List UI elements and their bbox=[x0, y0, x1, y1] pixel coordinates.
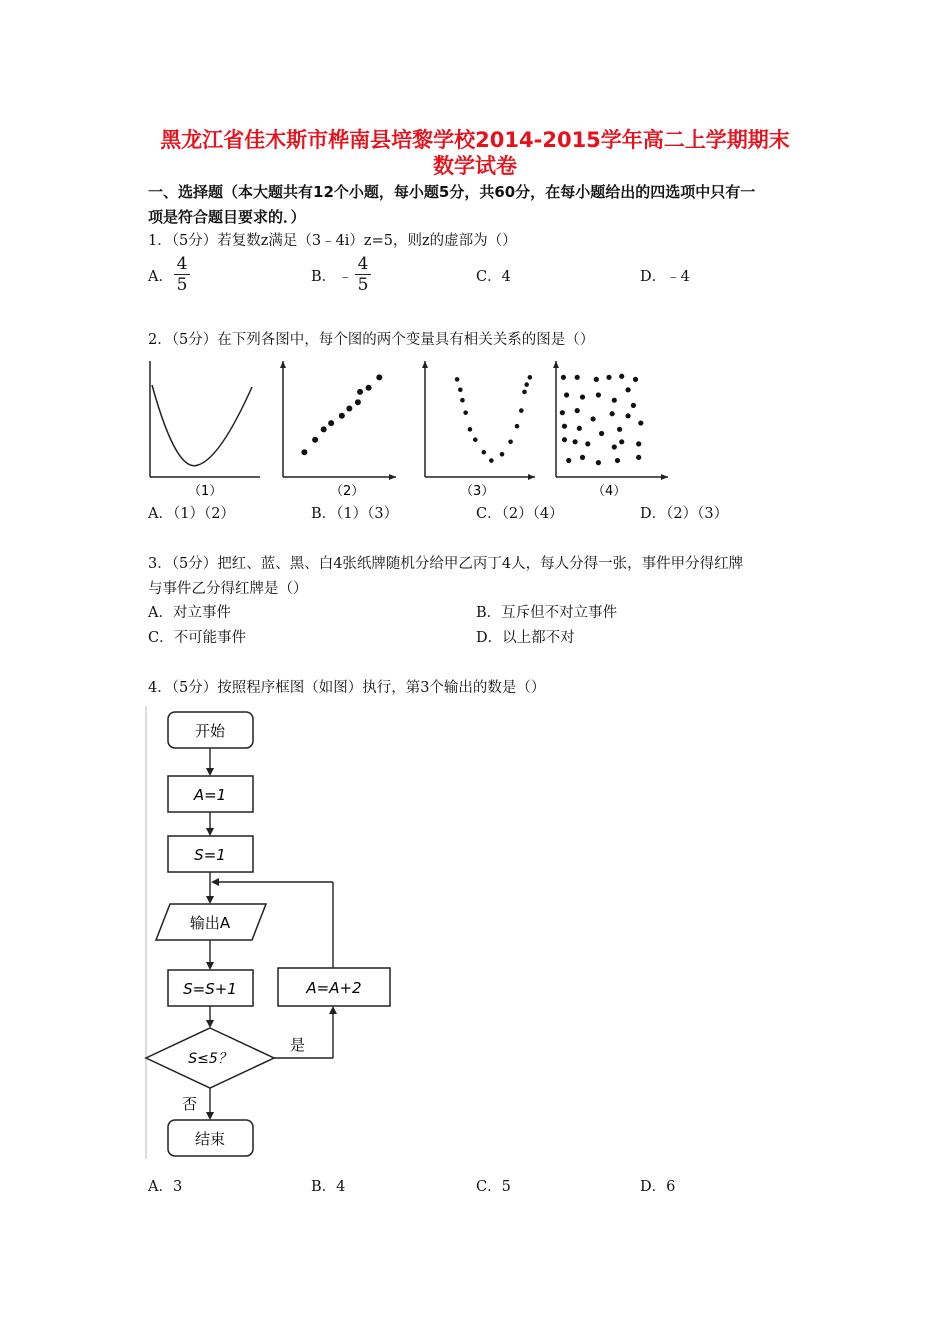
q2-stem: 2．（5分）在下列各图中，每个图的两个变量具有相关关系的图是（） bbox=[148, 332, 595, 348]
q1-stem: 1．（5分）若复数z满足（3﹣4i）z=5，则z的虚部为（） bbox=[148, 233, 517, 249]
scatter-point bbox=[561, 375, 566, 380]
flow-inc-s-label: S=S+1 bbox=[183, 980, 237, 998]
scatter-point bbox=[489, 458, 494, 463]
q2-option-b: B．（1）（3） bbox=[311, 506, 399, 522]
scatter-point bbox=[519, 408, 524, 413]
scatter-point bbox=[376, 374, 382, 380]
scatter-point bbox=[339, 413, 345, 419]
scatter-point bbox=[596, 460, 601, 465]
plot-2-caption: （2） bbox=[330, 484, 365, 499]
plot-3-caption: （3） bbox=[460, 484, 495, 499]
scatter-point bbox=[463, 410, 468, 415]
q4-option-a: A．3 bbox=[148, 1179, 183, 1195]
scatter-point bbox=[615, 458, 620, 463]
scatter-point bbox=[625, 387, 630, 392]
plot-3-scatter bbox=[422, 361, 535, 480]
scatter-point bbox=[328, 420, 334, 426]
document-title-line1: 黑龙江省佳木斯市桦南县培黎学校2014-2015学年高二上学期期末 bbox=[160, 128, 790, 152]
flow-inc-a-label: A=A+2 bbox=[306, 979, 362, 997]
q1-option-b-sign: ﹣ bbox=[338, 269, 353, 285]
scatter-point bbox=[524, 382, 529, 387]
q3-option-a: A．对立事件 bbox=[148, 605, 231, 621]
scatter-point bbox=[594, 377, 599, 382]
document-title-line2: 数学试卷 bbox=[433, 154, 517, 178]
scatter-point bbox=[636, 455, 641, 460]
q1-a-numerator: 4 bbox=[176, 254, 188, 274]
flow-condition-label: S≤5？ bbox=[188, 1051, 232, 1067]
q1-option-b-label: B． bbox=[311, 269, 337, 285]
q2-option-a: A．（1）（2） bbox=[148, 506, 235, 522]
q2-figures bbox=[140, 355, 680, 500]
scatter-point bbox=[631, 403, 636, 408]
q2-option-c: C．（2）（4） bbox=[476, 506, 564, 522]
scatter-point bbox=[606, 375, 611, 380]
q2-option-d: D．（2）（3） bbox=[640, 506, 729, 522]
scatter-point bbox=[301, 449, 307, 455]
plot-4-caption: （4） bbox=[592, 484, 627, 499]
scatter-point bbox=[566, 458, 571, 463]
scatter-point bbox=[562, 437, 567, 442]
scatter-point bbox=[612, 444, 617, 449]
q1-option-a-fraction bbox=[172, 254, 192, 295]
scatter-point bbox=[455, 377, 460, 382]
scatter-point bbox=[562, 424, 567, 429]
scatter-point bbox=[482, 450, 487, 455]
scatter-point bbox=[575, 408, 580, 413]
flow-no-label: 否 bbox=[182, 1095, 198, 1113]
scatter-point bbox=[577, 426, 582, 431]
scatter-point bbox=[460, 398, 465, 403]
q1-option-d: D．﹣4 bbox=[640, 269, 690, 285]
scatter-point bbox=[468, 427, 473, 432]
scatter-point bbox=[610, 411, 615, 416]
q1-a-denominator: 5 bbox=[176, 275, 188, 295]
q3-stem-line2: 与事件乙分得红牌是（） bbox=[148, 581, 308, 597]
scatter-point bbox=[612, 398, 617, 403]
scatter-point bbox=[591, 416, 596, 421]
section-heading-line2: 项是符合题目要求的．） bbox=[148, 208, 306, 226]
plot-4-scatter bbox=[553, 361, 668, 480]
scatter-point bbox=[580, 455, 585, 460]
scatter-point bbox=[522, 390, 527, 395]
q4-option-c: C．5 bbox=[476, 1179, 511, 1195]
scatter-point bbox=[585, 441, 590, 446]
flow-end-label: 结束 bbox=[194, 1130, 226, 1148]
scatter-point bbox=[633, 377, 638, 382]
q3-option-c: C．不可能事件 bbox=[148, 630, 247, 646]
q1-option-b-fraction bbox=[353, 254, 373, 295]
q3-stem-line1: 3．（5分）把红、蓝、黑、白4张纸牌随机分给甲乙丙丁4人，每人分得一张，事件甲分得红牌 bbox=[148, 556, 744, 572]
q4-flowchart bbox=[140, 704, 400, 1164]
q1-option-a-label: A． bbox=[148, 269, 173, 285]
q3-option-b: B．互斥但不对立事件 bbox=[476, 605, 618, 621]
scatter-point bbox=[473, 437, 478, 442]
q1-option-c: C．4 bbox=[476, 269, 511, 285]
scatter-point bbox=[580, 394, 585, 399]
scatter-point bbox=[619, 374, 624, 379]
flow-output-label: 输出A bbox=[189, 914, 231, 932]
scatter-point bbox=[625, 413, 630, 418]
scatter-point bbox=[312, 437, 318, 443]
flow-assign-s-label: S=1 bbox=[194, 846, 226, 864]
scatter-point bbox=[599, 431, 604, 436]
q3-option-d: D．以上都不对 bbox=[476, 630, 575, 646]
q1-b-denominator: 5 bbox=[357, 275, 369, 295]
scatter-point bbox=[357, 389, 363, 395]
scatter-point bbox=[366, 385, 372, 391]
q4-option-d: D．6 bbox=[640, 1179, 676, 1195]
scatter-point bbox=[617, 427, 622, 432]
scatter-point bbox=[346, 406, 352, 412]
section-heading-line1: 一、选择题（本大题共有12个小题，每小题5分，共60分，在每小题给出的四选项中只有一 bbox=[148, 183, 756, 201]
plot-1-curve bbox=[150, 361, 260, 477]
scatter-point bbox=[638, 420, 643, 425]
scatter-point bbox=[636, 441, 641, 446]
scatter-point bbox=[515, 424, 520, 429]
flow-start-label: 开始 bbox=[194, 722, 226, 740]
scatter-point bbox=[596, 392, 601, 397]
scatter-point bbox=[500, 452, 505, 457]
q1-b-numerator: 4 bbox=[357, 254, 369, 274]
scatter-point bbox=[560, 410, 565, 415]
scatter-point bbox=[508, 440, 513, 445]
q4-option-b: B．4 bbox=[311, 1179, 346, 1195]
scatter-point bbox=[619, 439, 624, 444]
scatter-point bbox=[458, 388, 463, 393]
scatter-point bbox=[572, 439, 577, 444]
scatter-point bbox=[321, 426, 327, 432]
scatter-point bbox=[575, 375, 580, 380]
q4-stem: 4．（5分）按照程序框图（如图）执行，第3个输出的数是（） bbox=[148, 680, 546, 696]
scatter-point bbox=[355, 399, 361, 405]
scatter-point bbox=[528, 375, 533, 380]
plot-2-scatter bbox=[280, 361, 396, 480]
plot-1-caption: （1） bbox=[188, 484, 223, 499]
flow-yes-label: 是 bbox=[290, 1036, 306, 1054]
scatter-point bbox=[564, 392, 569, 397]
flow-assign-a-label: A=1 bbox=[193, 786, 227, 804]
